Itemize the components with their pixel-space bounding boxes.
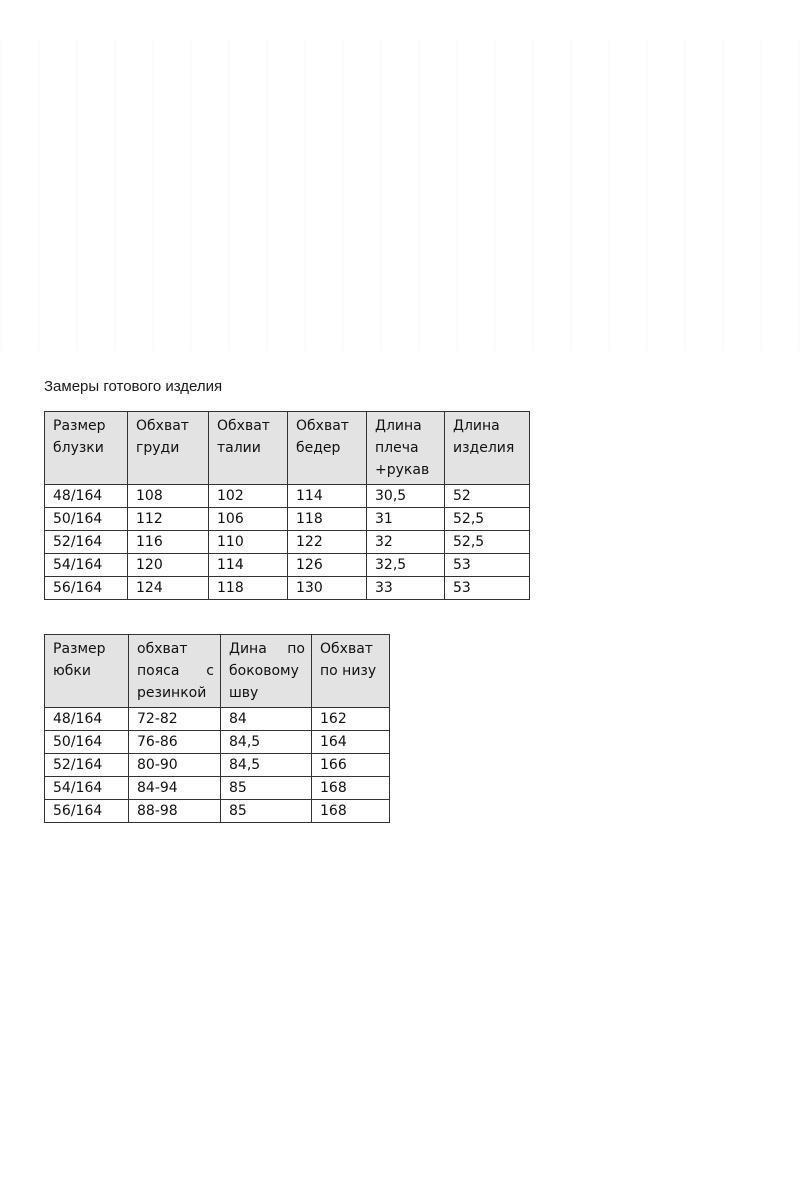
cell-chest: 116 [128,531,209,554]
cell-size: 50/164 [45,731,129,754]
table-row [45,777,390,800]
table-header-row [45,635,390,708]
table-header-row [45,412,530,485]
cell-size: 48/164 [45,708,129,731]
table-row [45,508,530,531]
cell-side-seam-length: 85 [221,777,312,800]
cell-chest: 112 [128,508,209,531]
faded-background-text [0,40,800,350]
document-title: Замеры готового изделия [44,378,223,395]
cell-length: 52,5 [445,508,530,531]
table-row [45,554,530,577]
header-length: Длина изделия [445,412,530,485]
cell-waist: 114 [209,554,288,577]
table-row [45,800,390,823]
cell-length: 52 [445,485,530,508]
cell-waist: 118 [209,577,288,600]
cell-size: 54/164 [45,554,128,577]
header-size: Размер юбки [45,635,129,708]
header-size: Размер блузки [45,412,128,485]
header-waist: Обхват талии [209,412,288,485]
cell-waistband: 76-86 [129,731,221,754]
cell-length: 53 [445,577,530,600]
cell-shoulder-sleeve: 33 [367,577,445,600]
cell-side-seam-length: 85 [221,800,312,823]
cell-shoulder-sleeve: 30,5 [367,485,445,508]
cell-chest: 124 [128,577,209,600]
cell-hem: 164 [312,731,390,754]
header-hem: Обхват по низу [312,635,390,708]
table-row [45,731,390,754]
cell-hips: 126 [288,554,367,577]
header-chest: Обхват груди [128,412,209,485]
blouse-measurements-table [44,411,530,600]
cell-hips: 122 [288,531,367,554]
header-shoulder-sleeve: Длина плеча +рукав [367,412,445,485]
cell-side-seam-length: 84 [221,708,312,731]
cell-shoulder-sleeve: 32 [367,531,445,554]
cell-waistband: 84-94 [129,777,221,800]
cell-side-seam-length: 84,5 [221,731,312,754]
cell-size: 52/164 [45,754,129,777]
cell-waist: 106 [209,508,288,531]
cell-hem: 168 [312,777,390,800]
cell-size: 52/164 [45,531,128,554]
cell-waistband: 72-82 [129,708,221,731]
table-row [45,708,390,731]
cell-waistband: 88-98 [129,800,221,823]
cell-shoulder-sleeve: 31 [367,508,445,531]
cell-hips: 130 [288,577,367,600]
cell-side-seam-length: 84,5 [221,754,312,777]
cell-shoulder-sleeve: 32,5 [367,554,445,577]
cell-size: 56/164 [45,577,128,600]
cell-size: 48/164 [45,485,128,508]
cell-hem: 162 [312,708,390,731]
cell-length: 53 [445,554,530,577]
table-row [45,577,530,600]
header-hips: Обхват бедер [288,412,367,485]
table-row [45,485,530,508]
cell-waist: 110 [209,531,288,554]
cell-length: 52,5 [445,531,530,554]
skirt-measurements-table [44,634,390,823]
cell-chest: 120 [128,554,209,577]
cell-waistband: 80-90 [129,754,221,777]
cell-hem: 166 [312,754,390,777]
cell-chest: 108 [128,485,209,508]
cell-hem: 168 [312,800,390,823]
table-row [45,531,530,554]
header-side-seam-length: Дина по боковому шву [221,635,312,708]
table-row [45,754,390,777]
cell-size: 54/164 [45,777,129,800]
cell-size: 56/164 [45,800,129,823]
cell-waist: 102 [209,485,288,508]
cell-size: 50/164 [45,508,128,531]
cell-hips: 114 [288,485,367,508]
cell-hips: 118 [288,508,367,531]
header-waistband: обхват пояса с резинкой [129,635,221,708]
